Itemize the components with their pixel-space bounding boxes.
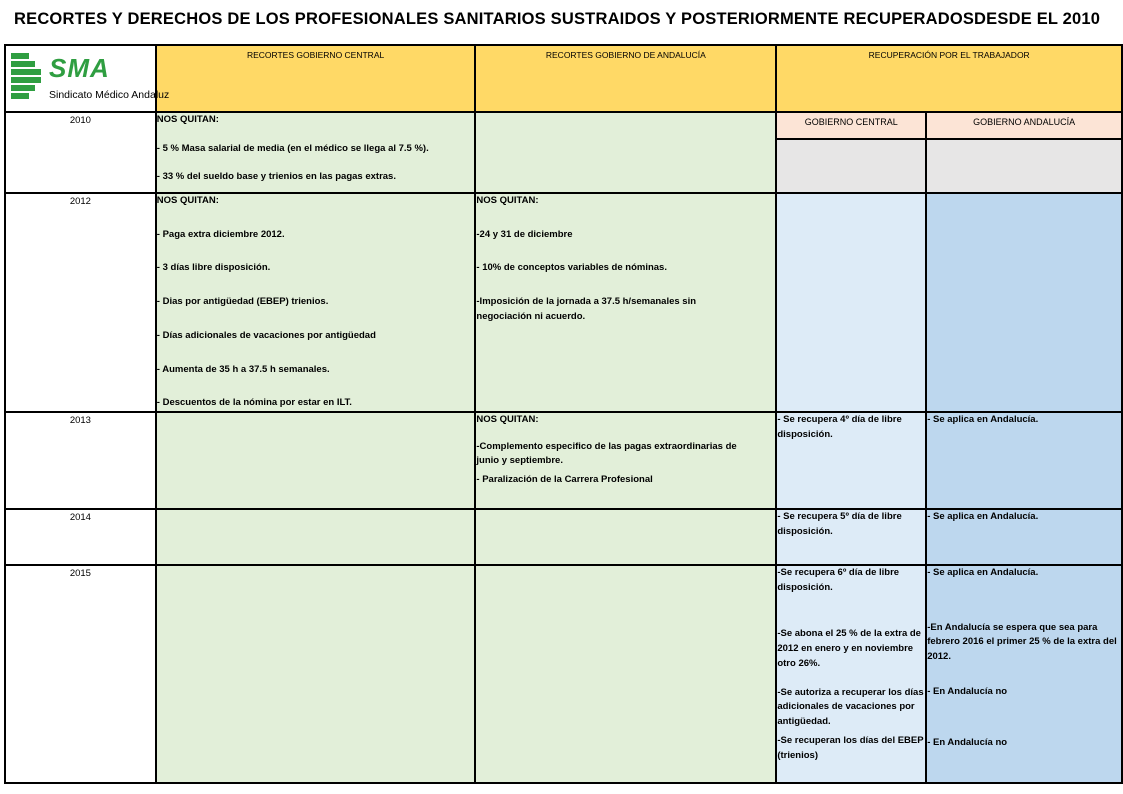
list-item: - Paga extra diciembre 2012.	[156, 228, 285, 240]
list-item: NOS QUITAN:	[156, 114, 219, 125]
logo-bars-icon	[11, 53, 43, 103]
list-item: - Dias por antigüedad (EBEP) trienios.	[156, 296, 329, 308]
list-item: - Se aplica en Andalucía.	[927, 511, 1039, 523]
list-item: - Se aplica en Andalucía.	[927, 414, 1039, 426]
cell-2012-andalucia	[475, 193, 776, 412]
cell-2013-recup-andalucia	[926, 412, 1122, 509]
list-item: -Se recuperan los días del EBEP (trienios)	[777, 734, 924, 761]
year-2012: 2012	[5, 193, 156, 412]
row-2014	[5, 509, 1122, 565]
list-item: - Se aplica en Andalucía.	[927, 567, 1039, 579]
list-item: NOS QUITAN:	[156, 195, 219, 206]
cell-2010-recup-central	[776, 139, 926, 193]
cell-2015-recup-andalucia	[926, 565, 1122, 783]
cell-2010-central	[156, 112, 476, 193]
logo-subtitle: Sindicato Médico Andaluz	[49, 89, 170, 101]
list-item: - 33 % del sueldo base y trienios en las pagas extras.	[156, 171, 396, 183]
header-central: RECORTES GOBIERNO CENTRAL	[156, 45, 476, 112]
list-item: - En Andalucía no	[927, 736, 1008, 748]
cell-2010-andalucia	[475, 112, 776, 193]
sma-logo	[11, 53, 170, 105]
year-2010: 2010	[5, 112, 156, 193]
year-2014: 2014	[5, 509, 156, 565]
row-2015	[5, 565, 1122, 783]
logo-cell	[5, 45, 170, 112]
list-item: - 10% de conceptos variables de nóminas.	[476, 262, 667, 274]
subheader-recup-central: GOBIERNO CENTRAL	[776, 112, 926, 139]
list-item: - Paralización de la Carrera Profesional	[476, 474, 653, 486]
cuts-table	[4, 44, 1123, 784]
list-item: - Aumenta de 35 h a 37.5 h semanales.	[156, 363, 330, 375]
list-item: NOS QUITAN:	[476, 414, 539, 426]
cell-2015-recup-central	[776, 565, 926, 783]
list-item: -Se autoriza a recuperar los días adicionales de vacaciones por antigüedad.	[777, 686, 924, 728]
list-item: - En Andalucía no	[927, 685, 1008, 697]
list-item: - Descuentos de la nómina por estar en ILT.	[156, 397, 352, 409]
cell-2013-recup-central	[776, 412, 926, 509]
cell-2013-central	[156, 412, 476, 509]
page-title: RECORTES Y DERECHOS DE LOS PROFESIONALES SANITARIOS SUSTRAIDOS Y POSTERIORMENTE RECUPERADOSDESDE EL 2010	[14, 10, 1101, 28]
header-andalucia: RECORTES GOBIERNO DE ANDALUCÍA	[475, 45, 776, 112]
cell-2012-recup-central	[776, 193, 926, 412]
list-item: - 5 % Masa salarial de media (en el médico se llega al 7.5 %).	[156, 142, 429, 154]
cell-2012-recup-andalucia	[926, 193, 1122, 412]
cell-2012-central	[156, 193, 476, 412]
list-item: - Días adicionales de vacaciones por antigüedad	[156, 329, 376, 341]
logo-text: SMA	[49, 53, 110, 83]
row-2010	[5, 112, 1122, 139]
header-recuperacion: RECUPERACIÓN POR EL TRABAJADOR	[776, 45, 1122, 112]
year-2013: 2013	[5, 412, 156, 509]
list-item: -Se recupera 6º día de libre disposición.	[777, 567, 900, 593]
row-2013	[5, 412, 1122, 509]
list-item: -Complemento especifico de las pagas extraordinarias de junio y septiembre.	[476, 440, 737, 467]
cell-2014-recup-central	[776, 509, 926, 565]
list-item: - 3 días libre disposición.	[156, 262, 271, 274]
list-item: - Se recupera 4º día de libre disposición.	[777, 414, 902, 440]
cell-2013-andalucia	[475, 412, 776, 509]
row-2012	[5, 193, 1122, 412]
list-item: - Se recupera 5º día de libre disposición.	[777, 511, 902, 537]
cell-2014-central	[156, 509, 476, 565]
header-row	[5, 45, 1122, 112]
list-item: -Se abona el 25 % de la extra de 2012 en enero y en noviembre otro 26%.	[777, 628, 921, 669]
list-item: -En Andalucía se espera que sea para febrero 2016 el primer 25 % de la extra del 2012.	[927, 621, 1117, 663]
list-item: NOS QUITAN:	[476, 195, 539, 206]
cell-2014-andalucia	[475, 509, 776, 565]
cell-2015-andalucia	[475, 565, 776, 783]
cell-2014-recup-andalucia	[926, 509, 1122, 565]
list-item: -Imposición de la jornada a 37.5 h/semanales sin negociación ni acuerdo.	[476, 296, 697, 322]
cell-2010-recup-andalucia	[926, 139, 1122, 193]
cell-2015-central	[156, 565, 476, 783]
subheader-recup-andalucia: GOBIERNO ANDALUCÍA	[926, 112, 1122, 139]
year-2015: 2015	[5, 565, 156, 783]
list-item: -24 y 31 de diciembre	[476, 228, 573, 240]
